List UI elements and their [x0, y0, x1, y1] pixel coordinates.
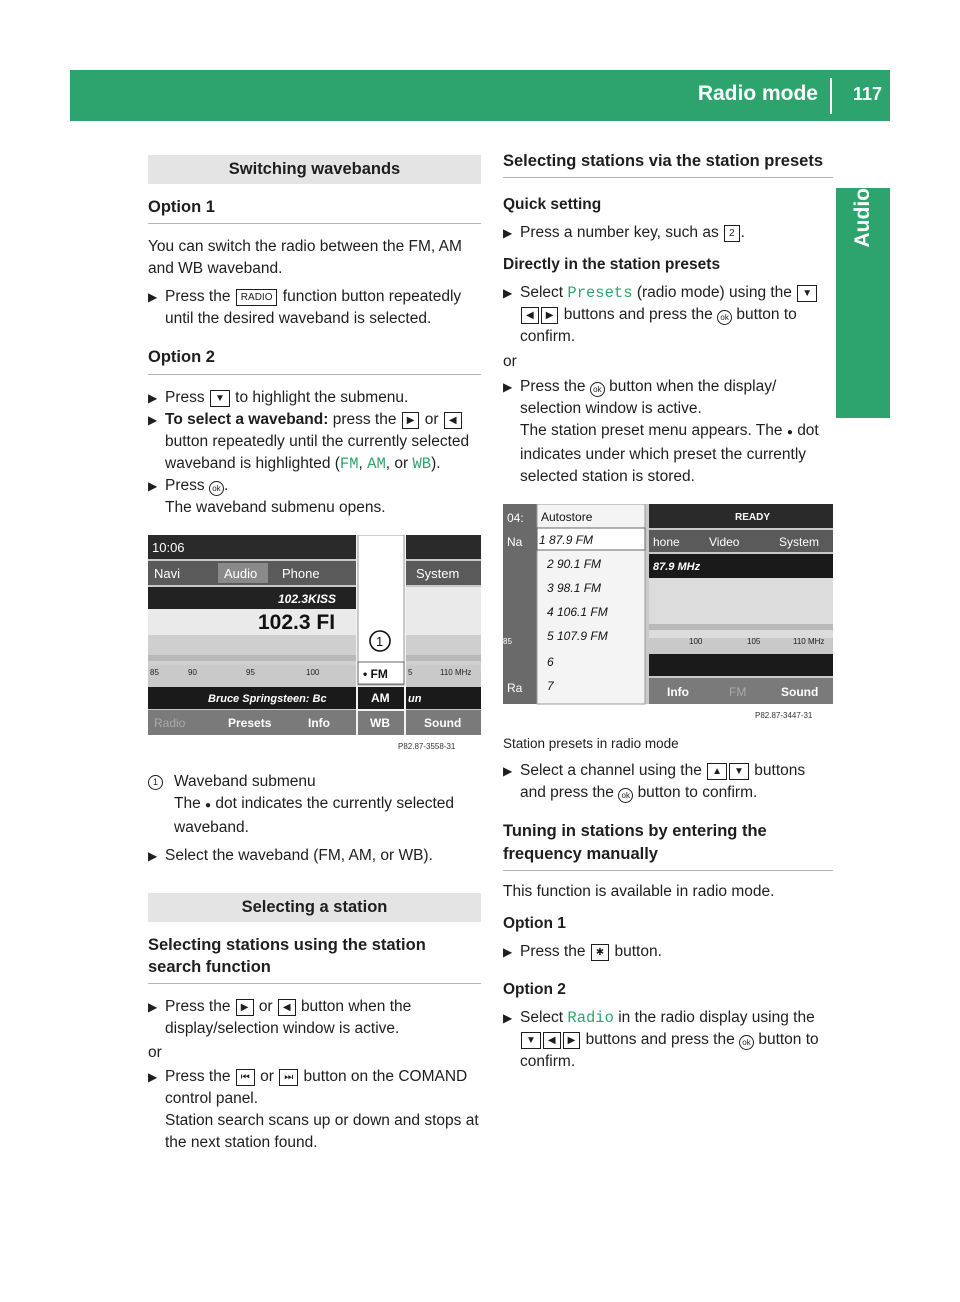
step-arrow-icon: ▶ — [148, 390, 158, 405]
step: ▶ Press the RADIO function button repeatedly until the desired waveband is selected. — [148, 288, 462, 328]
svg-text:Autostore: Autostore — [541, 510, 593, 525]
left-key-icon: ◀ — [444, 412, 462, 429]
display-radio: Radio — [567, 1008, 614, 1027]
down-key-icon: ▼ — [797, 285, 817, 302]
legend: 1 Waveband submenu The ● dot indicates the currently selected waveband. — [148, 771, 481, 839]
step-arrow-icon: ▶ — [503, 944, 513, 959]
step: ▶ Press the ✱ button. — [503, 941, 833, 963]
manual-tuning-key-icon: ✱ — [591, 944, 609, 961]
step-arrow-icon: ▶ — [503, 226, 513, 241]
side-tab — [836, 188, 890, 418]
left-key-icon: ◀ — [521, 307, 539, 324]
step: ▶ To select a waveband: press the ▶ or ◀ button repeatedly until the currently selected waveband is highlighted (FM, AM, or WB). — [148, 410, 470, 473]
display-am: AM — [367, 454, 386, 473]
svg-text:AM: AM — [371, 690, 390, 705]
step-arrow-icon: ▶ — [148, 412, 158, 427]
dot-icon: ● — [205, 799, 212, 811]
step-arrow-icon: ▶ — [503, 764, 513, 779]
preset-2: 2 90.1 FM — [547, 557, 602, 572]
svg-text:5: 5 — [408, 667, 413, 677]
svg-text:Sound: Sound — [781, 685, 819, 700]
right-key-icon: ▶ — [402, 412, 420, 429]
step: ▶ Press the ⏮ or ⏭ button on the COMAND control panel. Station search scans up or down and stops at the next station found. — [148, 1068, 479, 1152]
svg-text:110 MHz: 110 MHz — [440, 667, 472, 677]
step-arrow-icon: ▶ — [148, 478, 158, 493]
heading-manual-frequency: Tuning in stations by entering the frequency manually — [503, 820, 833, 871]
preset-4: 4 106.1 FM — [547, 605, 608, 620]
step: ▶ Select Radio in the radio display using the ▼ ◀ ▶ buttons and press the ok button to confirm. — [503, 1008, 819, 1070]
svg-text:87.9 MHz: 87.9 MHz — [653, 561, 701, 574]
right-column: Selecting stations via the station presets Quick setting ▶ Press a number key, such as 2 . Directly in the station presets ▶ Select Presets (radio mode) using the ▼◀ ▶ buttons and press the ok button to confirm. or ▶ Press the ok button when the display/ selection window is active. The station preset menu appears. The ● dot indicates under which preset the currently selected station is stored. 04: Na Ra Autostore 1 87.9 FM 2 90.1 FM 3 98.1 FM 4 106.1 FM 5 107.9 FM 6 7 READY hone Video System 87.9 MHz 85 100 105 110 MHz Info FM Sound P82.87-3447-31 Station presets in radio mode ▶ Select a channel using the ▲ ▼ buttons and press the ok button to confirm. Tuning in stations by entering the frequency manually This function is available in radio mode. Option 1 ▶ Press the ✱ button. Option 2 ▶ Select Radio in the radio display using the ▼ ◀ ▶ buttons and press the ok button to confirm. — [503, 150, 833, 1073]
svg-text:04:: 04: — [507, 511, 524, 526]
ok-button-icon: ok — [717, 310, 732, 325]
step-arrow-icon: ▶ — [148, 848, 158, 863]
svg-text:95: 95 — [246, 667, 255, 677]
svg-text:WB: WB — [370, 715, 390, 730]
svg-text:102.3KISS: 102.3KISS — [278, 591, 337, 606]
step-arrow-icon: ▶ — [503, 1010, 513, 1025]
heading-option-1: Option 1 — [148, 196, 481, 224]
page-number: 117 — [852, 84, 882, 104]
step: ▶ Select Presets (radio mode) using the ▼◀ ▶ buttons and press the ok button to confirm. — [503, 282, 833, 348]
chapter-title: Radio mode — [697, 82, 818, 105]
svg-text:Phone: Phone — [282, 565, 320, 581]
svg-text:un: un — [408, 692, 422, 705]
svg-text:85: 85 — [150, 667, 159, 677]
preset-1: 1 87.9 FM — [539, 533, 594, 548]
svg-text:• FM: • FM — [363, 666, 388, 681]
svg-text:Navi: Navi — [154, 565, 181, 581]
subheading: Option 1 — [503, 914, 566, 932]
section-band: Selecting a station — [148, 893, 481, 922]
right-key-icon: ▶ — [541, 307, 559, 324]
station-presets-screenshot — [503, 504, 833, 724]
step-arrow-icon: ▶ — [148, 1070, 158, 1085]
svg-text:90: 90 — [188, 667, 197, 677]
svg-text:System: System — [416, 565, 460, 581]
section-band: Switching wavebands — [148, 155, 481, 184]
svg-text:105: 105 — [747, 637, 761, 647]
display-wb: WB — [412, 454, 432, 473]
subheading: Quick setting — [503, 196, 602, 214]
svg-text:Presets: Presets — [228, 715, 272, 730]
step: ▶ Press the ▶ or ◀ button when the display/selection window is active. — [148, 998, 412, 1038]
number-key-2-icon: 2 — [724, 225, 740, 242]
subheading: Directly in the station presets — [503, 256, 721, 274]
down-key-icon: ▼ — [729, 763, 749, 780]
left-key-icon: ◀ — [543, 1032, 561, 1049]
svg-text:Bruce Springsteen: Bc: Bruce Springsteen: Bc — [208, 692, 327, 705]
dot-icon: ● — [786, 427, 793, 439]
preset-5: 5 107.9 FM — [547, 629, 608, 644]
step: ▶ Select a channel using the ▲ ▼ buttons and press the ok button to confirm. — [503, 762, 806, 802]
svg-text:100: 100 — [689, 637, 703, 647]
left-column: Switching wavebands Option 1 You can switch the radio between the FM, AM and WB waveband. ▶ Press the RADIO function button repeatedly until the desired waveband is selected. Option 2 ▶ Press ▼ to highlight the submenu. ▶ To select a waveband: press the ▶ or ◀ button repeatedly until the currently selected waveband is highlighted (FM, AM, or WB). ▶ Press ok . The waveband submenu opens. 10:06 Navi Audio Phone System 102.3KISS 102.3 FI 85 90 95 100 5 110 MHz Bruce Springsteen: Bc un Radio Presets Info Sound 1 • FM AM WB P82.87-3558-31 1 Waveband submenu The ● dot indicates the currently selected waveband. ▶ Select the waveband (FM, AM, or WB). Selecting a station Selecting stations using the station search function ▶ Press the ▶ or ◀ button when the display/selection window is active. or ▶ Press the ⏮ or ⏭ button on the COMAND control panel. Station search scans up or down and stops at the next station found. — [148, 150, 481, 1154]
previous-key-icon: ⏮ — [236, 1069, 255, 1086]
svg-text:Audio: Audio — [224, 565, 258, 581]
svg-text:Radio: Radio — [154, 715, 186, 730]
svg-text:Na: Na — [507, 535, 523, 550]
step: ▶ Press ok . The waveband submenu opens. — [148, 476, 386, 516]
heading-option-2: Option 2 — [148, 346, 481, 374]
svg-text:hone: hone — [653, 535, 680, 550]
marker-1: 1 — [376, 633, 384, 649]
left-key-icon: ◀ — [278, 999, 296, 1016]
svg-text:System: System — [779, 535, 820, 550]
subheading: Option 2 — [503, 980, 566, 998]
svg-text:102.3 FI: 102.3 FI — [258, 610, 336, 634]
callout-1-icon: 1 — [148, 775, 163, 790]
figure-caption: Station presets in radio mode — [503, 736, 679, 752]
step-arrow-icon: ▶ — [148, 1000, 158, 1015]
display-presets: Presets — [567, 284, 633, 303]
next-key-icon: ⏭ — [279, 1069, 298, 1086]
ok-button-icon: ok — [209, 481, 224, 496]
heading-station-search: Selecting stations using the station search function — [148, 934, 481, 985]
clock: 10:06 — [152, 539, 185, 555]
right-key-icon: ▶ — [563, 1032, 581, 1049]
svg-text:100: 100 — [306, 667, 320, 677]
ok-button-icon: ok — [590, 382, 605, 397]
svg-text:110 MHz: 110 MHz — [793, 637, 825, 647]
svg-text:Ra: Ra — [507, 681, 523, 696]
waveband-submenu-screenshot — [148, 535, 481, 755]
down-key-icon: ▼ — [210, 390, 230, 407]
paragraph: You can switch the radio between the FM, AM and WB waveband. — [148, 238, 462, 278]
preset-3: 3 98.1 FM — [547, 581, 602, 596]
right-key-icon: ▶ — [236, 999, 254, 1016]
side-tab-label: Audio — [851, 188, 874, 248]
svg-text:FM: FM — [729, 685, 747, 700]
up-key-icon: ▲ — [707, 763, 727, 780]
svg-text:READY: READY — [735, 512, 771, 524]
step: ▶ Select the waveband (FM, AM, or WB). — [148, 845, 481, 867]
figure-code: P82.87-3558-31 — [398, 741, 456, 751]
step-arrow-icon: ▶ — [503, 380, 513, 395]
step: ▶ Press a number key, such as 2 . — [503, 222, 833, 244]
step-arrow-icon: ▶ — [503, 286, 513, 301]
figure-code: P82.87-3447-31 — [755, 711, 813, 721]
step-arrow-icon: ▶ — [148, 290, 158, 305]
radio-key-icon: RADIO — [236, 289, 278, 306]
svg-text:Info: Info — [308, 715, 330, 730]
header-divider — [830, 78, 832, 114]
display-fm: FM — [339, 454, 359, 473]
preset-7: 7 — [547, 679, 554, 694]
svg-text:Video: Video — [709, 535, 740, 550]
heading-station-presets: Selecting stations via the station presets — [503, 150, 833, 178]
preset-6: 6 — [547, 655, 554, 670]
svg-text:Info: Info — [667, 685, 689, 700]
svg-text:85: 85 — [503, 637, 512, 647]
ok-button-icon: ok — [618, 788, 633, 803]
ok-button-icon: ok — [739, 1035, 754, 1050]
page-header — [70, 70, 890, 121]
step: ▶ Press ▼ to highlight the submenu. — [148, 387, 481, 409]
step: ▶ Press the ok button when the display/ selection window is active. The station preset menu appears. The ● dot indicates under which preset the currently selected station is stored. — [503, 378, 819, 486]
down-key-icon: ▼ — [521, 1032, 541, 1049]
svg-text:Sound: Sound — [424, 715, 462, 730]
